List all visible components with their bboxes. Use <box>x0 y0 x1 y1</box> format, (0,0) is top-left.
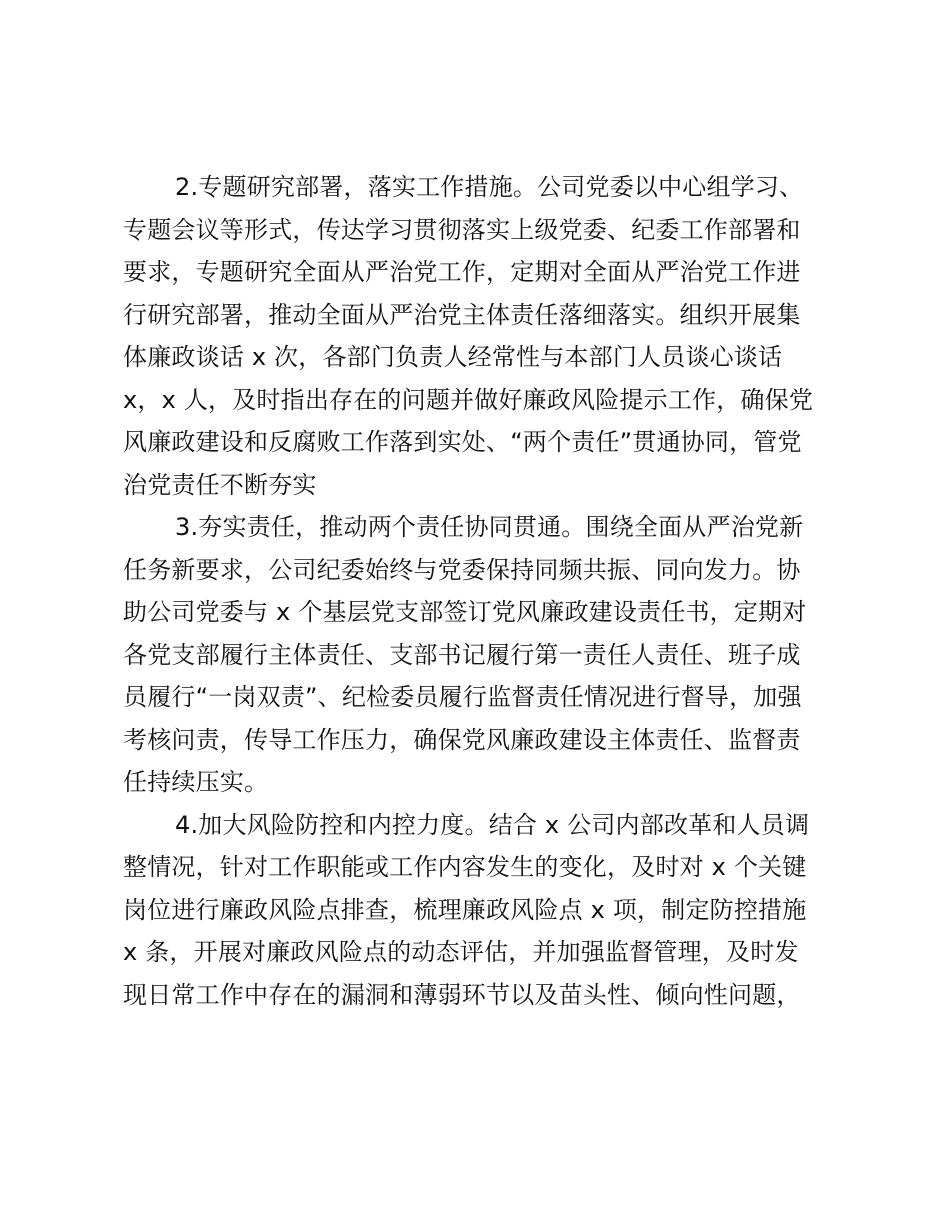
paragraph-4-line-4: x 条，开展对廉政风险点的动态评估，并加强监督管理，及时发 <box>123 938 799 966</box>
paragraph-3-line-4: 各党支部履行主体责任、支部书记履行第一责任人责任、班子成 <box>123 640 801 669</box>
paragraph-2-line-3: 要求，专题研究全面从严治党工作，定期对全面从严治党工作进 <box>123 258 801 286</box>
paragraph-3-line-5: 员履行“一岗双责”、纪检委员履行监督责任情况进行督导，加强 <box>123 683 802 711</box>
paragraph-4-line-5: 现日常工作中存在的漏洞和薄弱环节以及苗头性、倾向性问题， <box>123 980 801 1009</box>
paragraph-2-line-6: x，x 人，及时指出存在的问题并做好廉政风险提示工作，确保党 <box>123 385 814 414</box>
paragraph-3-line-1: 3.夯实责任，推动两个责任协同贯通。围绕全面从严治党新 <box>175 513 804 541</box>
paragraph-2-line-1: 2.专题研究部署，落实工作措施。公司党委以中心组学习、 <box>175 173 804 201</box>
paragraph-2-line-8: 治党责任不断夯实 <box>123 470 317 499</box>
paragraph-2-line-2: 专题会议等形式，传达学习贯彻落实上级党委、纪委工作部署和 <box>123 215 801 244</box>
paragraph-4-line-1: 4.加大风险防控和内控力度。结合 x 公司内部改革和人员调 <box>175 810 810 839</box>
document-body <box>123 166 823 1016</box>
paragraph-3-line-3: 助公司党委与 x 个基层党支部签订党风廉政建设责任书，定期对 <box>123 598 807 626</box>
paragraph-2-line-4: 行研究部署，推动全面从严治党主体责任落细落实。组织开展集 <box>123 300 801 329</box>
paragraph-3-line-7: 任持续压实。 <box>123 768 269 796</box>
paragraph-4-line-3: 岗位进行廉政风险点排查，梳理廉政风险点 x 项，制定防控措施 <box>123 895 807 924</box>
paragraph-2-line-5: 体廉政谈话 x 次，各部门负责人经常性与本部门人员谈心谈话 <box>123 343 783 371</box>
paragraph-2-line-7: 风廉政建设和反腐败工作落到实处、“两个责任”贯通协同，管党 <box>123 428 802 456</box>
paragraph-3-line-6: 考核问责，传导工作压力，确保党风廉政建设主体责任、监督责 <box>123 725 801 754</box>
paragraph-3-line-2: 任务新要求，公司纪委始终与党委保持同频共振、同向发力。协 <box>123 555 801 584</box>
paragraph-4-line-2: 整情况，针对工作职能或工作内容发生的变化，及时对 x 个关键 <box>123 853 807 881</box>
